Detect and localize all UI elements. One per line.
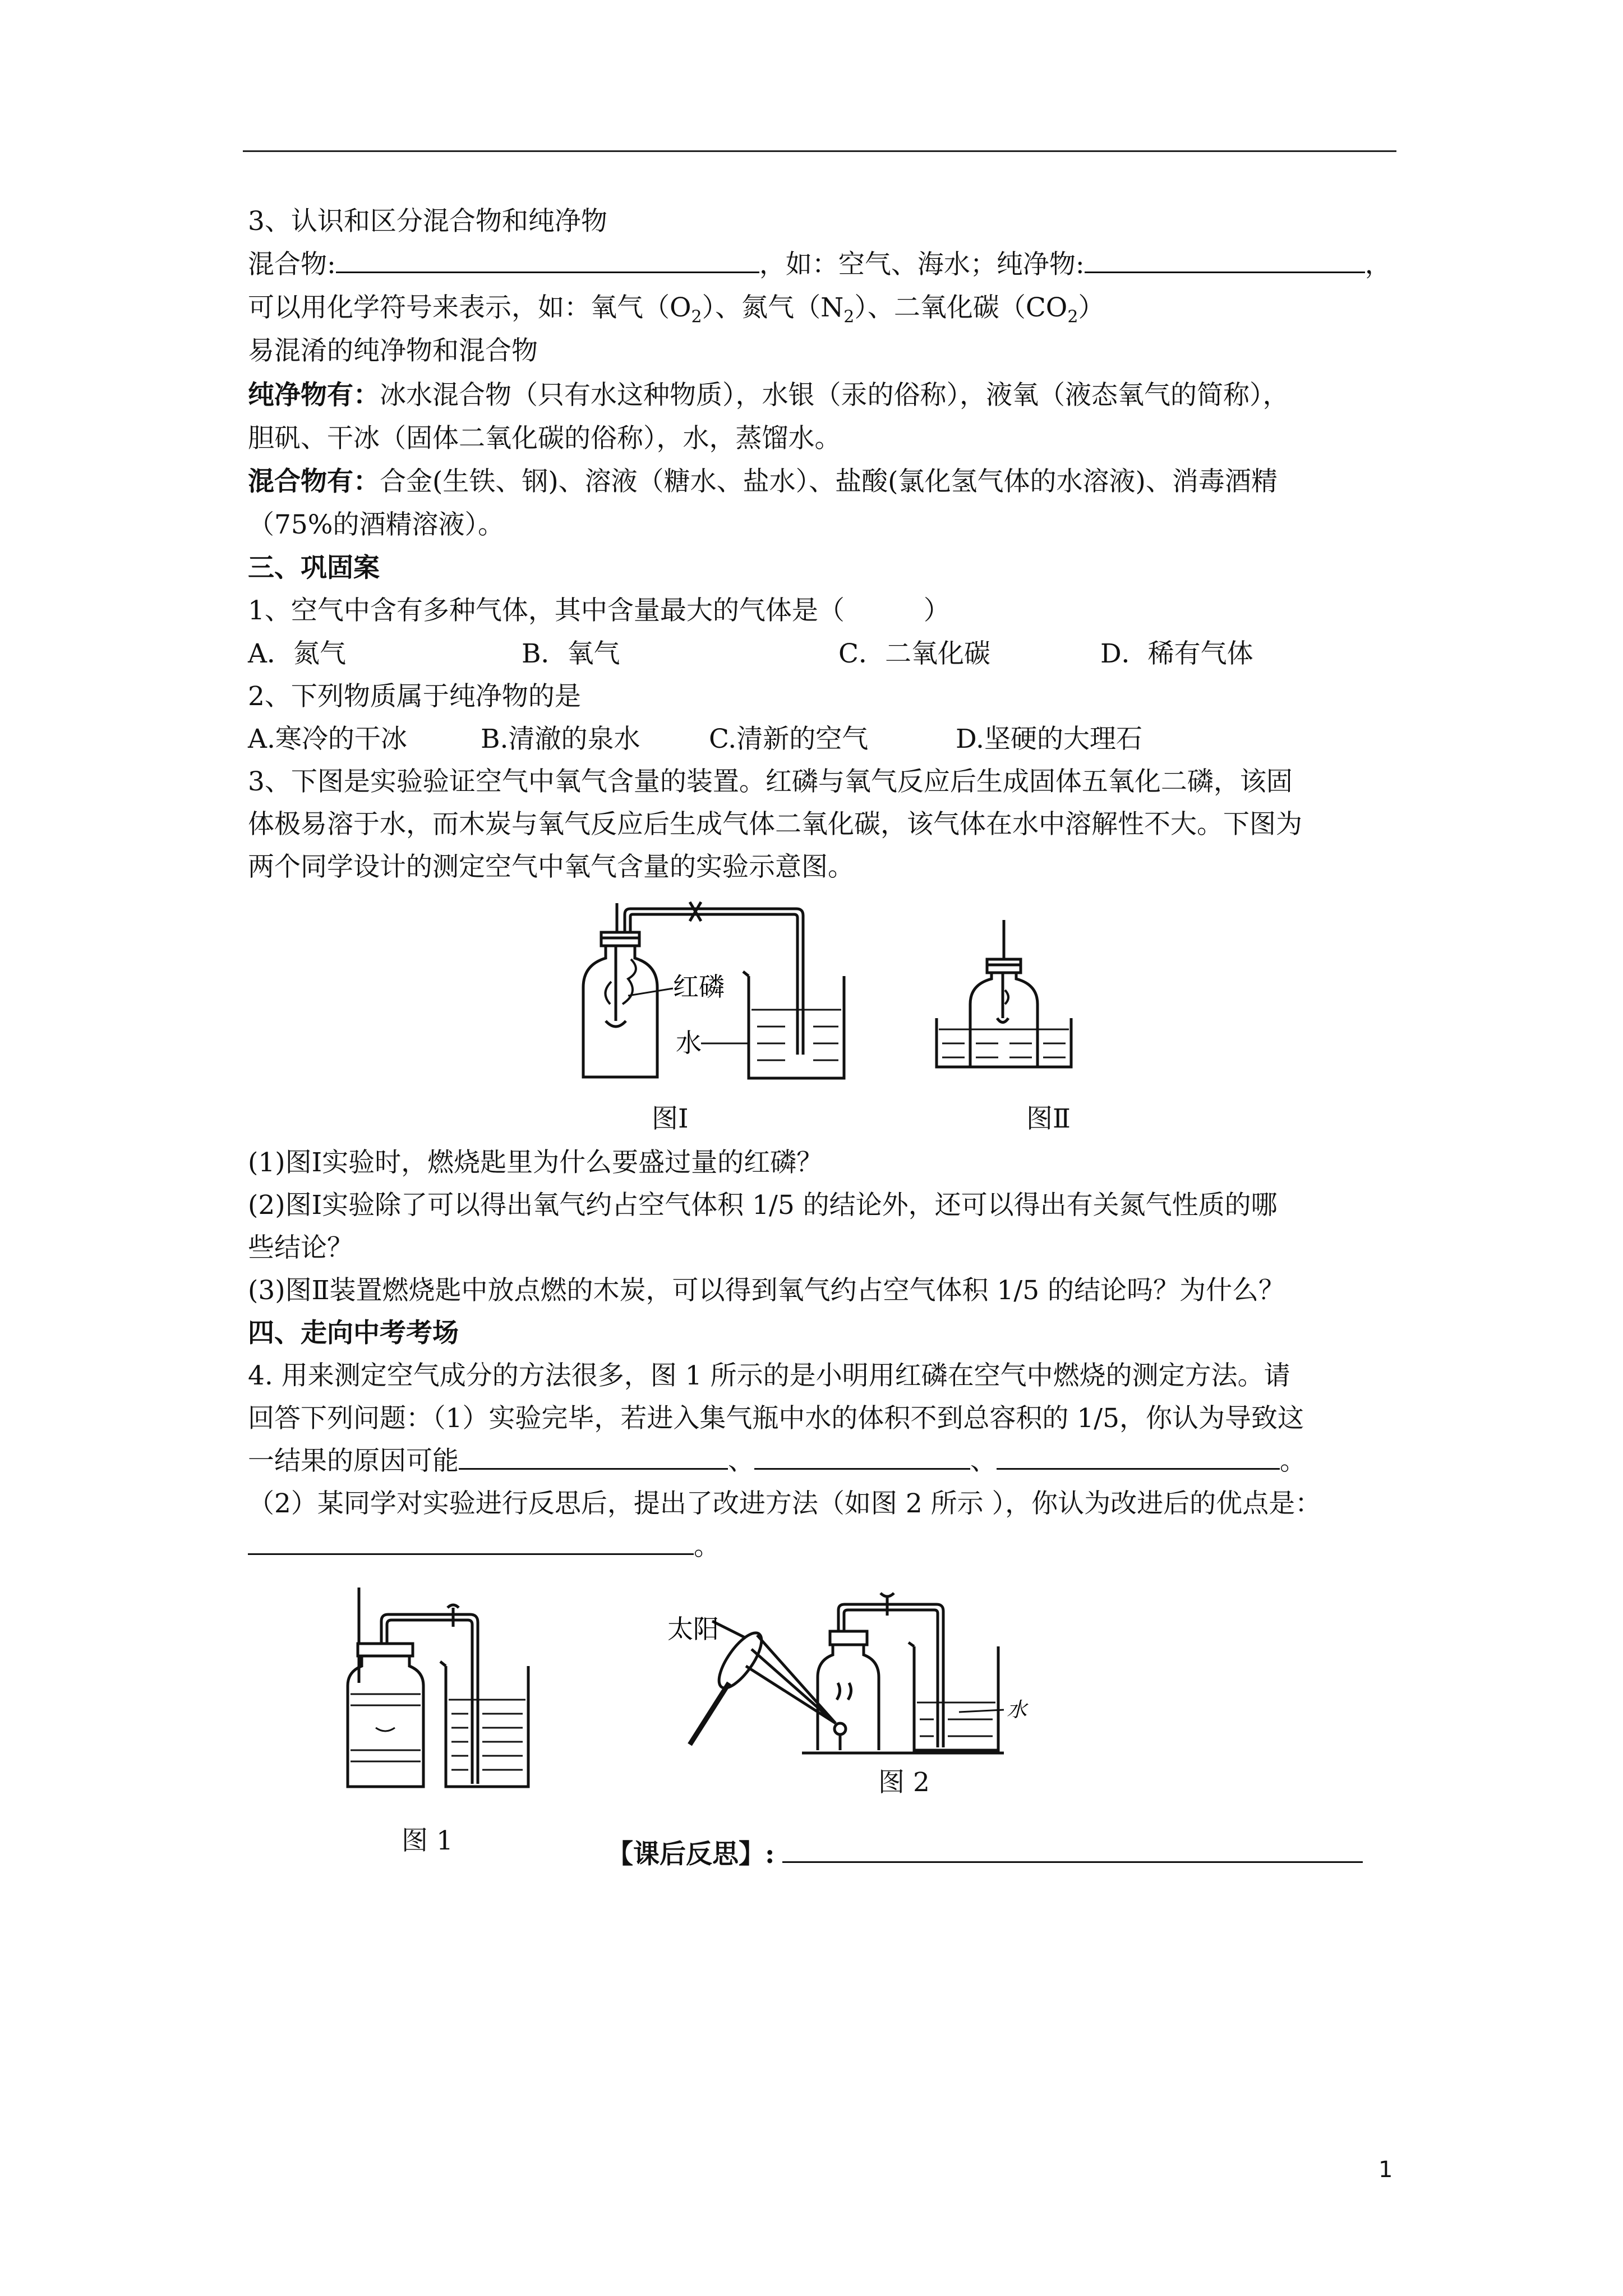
mixture-label: 混合物: — [248, 249, 336, 280]
question-4-answer-line: 。 — [248, 1525, 1437, 1568]
q2-option-d[interactable]: D.坚硬的大理石 — [956, 724, 1142, 754]
page-number: 1 — [1378, 2157, 1393, 2183]
q1-option-d[interactable]: D．稀有气体 — [1100, 638, 1253, 669]
figure-a-apparatus — [325, 1588, 606, 1801]
chemical-symbol-line: 可以用化学符号来表示，如：氧气$(O_2)$、氮气$(N_2)$、二氧化碳$(CO_2)$ — [248, 292, 1105, 327]
q4-reason-blank-3[interactable] — [997, 1442, 1280, 1470]
q4-reason-blank-1[interactable] — [459, 1442, 728, 1470]
sub-question-3: (3)图Ⅱ装置燃烧匙中放点燃的木炭，可以得到氧气约占空气体积 1/5 的结论吗？为什么？ — [248, 1275, 1285, 1306]
mixture-example: ，如：空气、海水；纯净物: — [759, 249, 1085, 280]
fig1-label-water: 水 — [676, 1028, 702, 1058]
question-1: 1、空气中含有多种气体，其中含量最大的气体是（ ） — [248, 595, 950, 626]
part3-title: 三、巩固案 — [248, 553, 380, 583]
fig1-label-phosphorus: 红磷 — [673, 972, 725, 1002]
figure-1-caption: 图Ⅰ — [652, 1103, 689, 1134]
q4-advantage-blank[interactable] — [248, 1527, 694, 1555]
figure-1-apparatus — [561, 892, 875, 1083]
figure-2-caption: 图Ⅱ — [1026, 1103, 1071, 1134]
q4-reason-blank-2[interactable] — [754, 1442, 970, 1470]
line-end-comma: ， — [1364, 249, 1391, 280]
fig-b-label-sun: 太阳 — [667, 1614, 719, 1644]
q2-option-a[interactable]: A.寒冷的干冰 — [248, 724, 407, 754]
q2-option-c[interactable]: C.清新的空气 — [709, 724, 869, 754]
pure-substances-line1: 纯净物有：冰水混合物（只有水这种物质），水银（汞的俗称），液氧（液态氧气的简称）， — [248, 380, 1289, 411]
mixture-definition-line — [248, 243, 1437, 286]
q1-option-c[interactable]: C．二氧化碳 — [838, 638, 990, 669]
question-3-line1: 3、下图是实验验证空气中氧气含量的装置。红磷与氧气反应后生成固体五氧化二磷，该固 — [248, 766, 1293, 797]
mixtures-line1: 混合物有：合金(生铁、钢)、溶液（糖水、盐水）、盐酸(氯化氢气体的水溶液)、消毒酒精 — [248, 466, 1278, 497]
q2-option-b[interactable]: B.清澈的泉水 — [481, 724, 640, 754]
reflection-label: 【课后反思】: — [607, 1839, 775, 1870]
question-3-line3: 两个同学设计的测定空气中氧气含量的实验示意图。 — [248, 852, 854, 882]
pure-definition-blank[interactable] — [1085, 246, 1365, 273]
figure-b-caption: 图 2 — [878, 1767, 930, 1798]
after-class-reflection — [607, 1833, 1392, 1876]
mixture-list-label: 混合物有： — [248, 466, 380, 497]
question-4-line2: 回答下列问题：（1）实验完毕，若进入集气瓶中水的体积不到总容积的 1/5，你认为导致这 — [248, 1403, 1304, 1434]
mixture-definition-blank[interactable] — [336, 246, 759, 273]
figure-a-caption: 图 1 — [402, 1825, 453, 1856]
question-4-line1: 4. 用来测定空气成分的方法很多，图 1 所示的是小明用红磷在空气中燃烧的测定方法。请 — [248, 1360, 1290, 1391]
figure-b-apparatus — [667, 1582, 1071, 1767]
sub-question-2-line2: 些结论？ — [248, 1232, 353, 1263]
question-4-line4: （2）某同学对实验进行反思后，提出了改进方法（如图 2 所示 ），你认为改进后的优点是： — [248, 1488, 1322, 1519]
figure-2-apparatus — [931, 920, 1077, 1077]
reflection-blank[interactable] — [782, 1835, 1363, 1863]
sub-question-1: (1)图Ⅰ实验时，燃烧匙里为什么要盛过量的红磷？ — [248, 1147, 823, 1178]
question-4-line3: 一结果的原因可能 、 、 。 — [248, 1440, 1437, 1483]
question-2: 2、下列物质属于纯净物的是 — [248, 681, 581, 712]
sub-question-2-line1: (2)图Ⅰ实验除了可以得出氧气约占空气体积 1/5 的结论外，还可以得出有关氮气性质的哪 — [248, 1190, 1278, 1221]
question-3-line2: 体极易溶于水，而木炭与氧气反应后生成气体二氧化碳，该气体在水中溶解性不大。下图为 — [248, 809, 1302, 840]
mixtures-line2: （75%的酒精溶液）。 — [248, 509, 504, 540]
q1-option-a[interactable]: A．氮气 — [248, 638, 346, 669]
part4-title: 四、走向中考考场 — [248, 1318, 459, 1349]
confusing-substances-title: 易混淆的纯净物和混合物 — [248, 335, 538, 366]
pure-substances-line2: 胆矾、干冰（固体二氧化碳的俗称），水，蒸馏水。 — [248, 423, 841, 454]
fig-b-label-water: 水 — [1007, 1699, 1027, 1722]
section-3-title: 3、认识和区分混合物和纯净物 — [248, 206, 607, 237]
pure-label: 纯净物有： — [248, 380, 380, 411]
q1-option-b[interactable]: B．氧气 — [522, 638, 620, 669]
header-rule — [243, 150, 1396, 152]
